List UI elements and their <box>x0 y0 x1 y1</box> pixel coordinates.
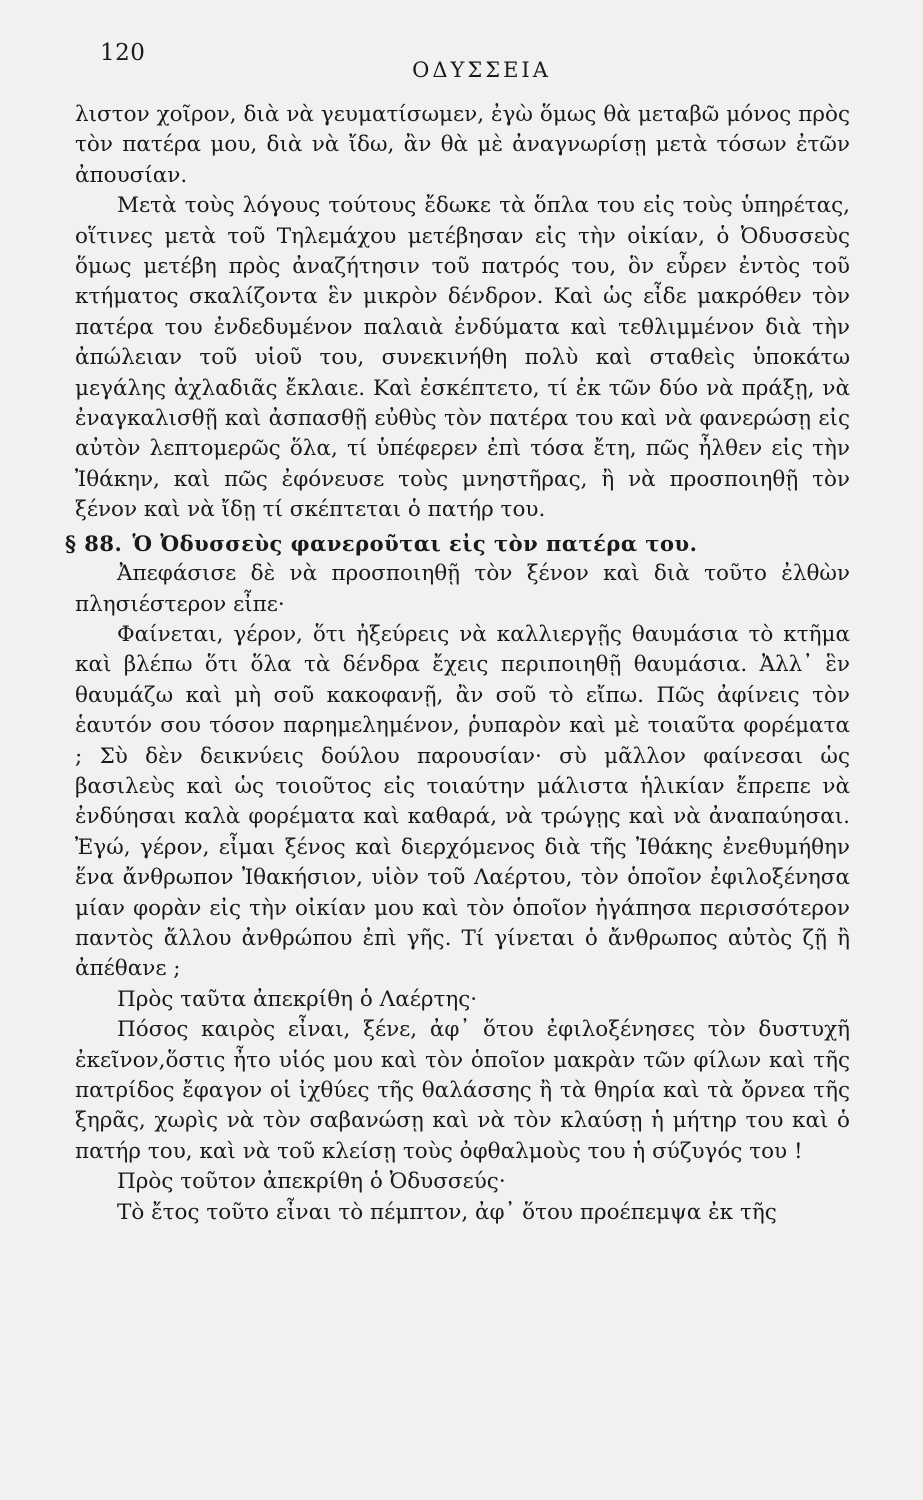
page-number: 120 <box>100 40 146 66</box>
paragraph: Πρὸς ταῦτα ἀπεκρίθη ὁ Λαέρτης· <box>117 986 478 1012</box>
paragraph: Πρὸς τοῦτον ἀπεκρίθη ὁ Ὀδυσσεύς· <box>117 1169 506 1195</box>
paragraph: λιστον χοῖρον, διὰ νὰ γευματίσωμεν, ἐγὼ ὅμως θὰ μεταβῶ μόνος πρὸς τὸν πατέρα μου, διὰ νὰ ἴδω, ἂν θὰ μὲ ἀναγνωρίσῃ μετὰ τόσων ἐτῶν ἀπουσίαν. <box>75 102 850 188</box>
paragraph: Πόσος καιρὸς εἶναι, ξένε, ἀφ᾿ ὅτου ἐφιλοξένησες τὸν δυστυχῆ ἐκεῖνον,ὅστις ἦτο υἱός μου καὶ τὸν ὁποῖον μακρὰν τῶν φίλων καὶ τῆς πατρίδος ἔφαγον οἱ ἰχθύες τῆς θαλάσσης ἢ τὰ θηρία καὶ τὰ ὄρνεα τῆς ξηρᾶς, χωρὶς νὰ τὸν σαβανώσῃ καὶ νὰ τὸν κλαύσῃ ἡ μήτηρ του καὶ ὁ πατήρ του, καὶ νὰ τοῦ κλείσῃ τοὺς ὀφθαλμοὺς του ἡ σύζυγός του ! <box>75 1017 850 1164</box>
paragraph: Φαίνεται, γέρον, ὅτι ἠξεύρεις νὰ καλλιεργῇς θαυμάσια τὸ κτῆμα καὶ βλέπω ὅτι ὅλα τὰ δένδρα ἔχεις περιποιηθῇ θαυμάσια. Ἀλλ᾿ ἓν θαυμάζω καὶ μὴ σοῦ κακοφανῇ, ἂν σοῦ τὸ εἴπω. Πῶς ἀφίνεις τὸν ἑαυτόν σου τόσον παρημελημένον, ῥυπαρὸν καὶ μὲ τοιαῦτα φορέματα ; Σὺ δὲν δεικνύεις δούλου παρουσίαν· σὺ μᾶλλον φαίνεσαι ὡς βασιλεὺς καὶ ὡς τοιοῦτος εἰς τοιαύτην μάλιστα ἡλικίαν ἔπρεπε νὰ ἐνδύησαι καλὰ φορέματα καὶ καθαρά, νὰ τρώγῃς καὶ νὰ ἀναπαύησαι. Ἐγώ, γέρον, εἶμαι ξένος καὶ διερχόμενος διὰ τῆς Ἰθάκης ἐνεθυμήθην ἕνα ἄνθρωπον Ἰθακήσιον, υἱὸν τοῦ Λαέρτου, τὸν ὁποῖον ἐφιλοξένησα μίαν φορὰν εἰς τὴν οἰκίαν μου καὶ τὸν ὁποῖον ἠγάπησα περισσότερον παντὸς ἄλλου ἀνθρώπου ἐπὶ γῆς. Τί γίνεται ὁ ἄνθρωπος αὐτὸς ζῇ ἢ ἀπέθανε ; <box>75 621 850 982</box>
running-title: ΟΔΥΣΣΕΙΑ <box>412 58 551 82</box>
paragraph: Ἀπεφάσισε δὲ νὰ προσποιηθῇ τὸν ξένον καὶ διὰ τοῦτο ἐλθὼν πλησιέστερον εἶπε· <box>75 561 850 617</box>
section-title: Ὁ Ὀδυσσεὺς φανεροῦται εἰς τὸν πατέρα του. <box>132 530 698 556</box>
paragraph: Μετὰ τοὺς λόγους τούτους ἔδωκε τὰ ὅπλα του εἰς τοὺς ὑπηρέτας, οἵτινες μετὰ τοῦ Τηλεμάχου μετέβησαν εἰς τὴν οἰκίαν, ὁ Ὀδυσσεὺς ὅμως μετέβη πρὸς ἀναζήτησιν τοῦ πατρός του, ὃν εὗρεν ἐντὸς τοῦ κτήματος σκαλίζοντα ἓν μικρὸν δένδρον. Καὶ ὡς εἶδε μακρόθεν τὸν πατέρα του ἐνδεδυμένον παλαιὰ ἐνδύματα καὶ τεθλιμμένον διὰ τὴν ἀπώλειαν τοῦ υἱοῦ του, συνεκινήθη πολὺ καὶ σταθεὶς ὑποκάτω μεγάλης ἀχλαδιᾶς ἔκλαιε. Καὶ ἐσκέπτετο, τί ἐκ τῶν δύο νὰ πράξῃ, νὰ ἐναγκαλισθῇ καὶ ἀσπασθῇ εὐθὺς τὸν πατέρα του καὶ νὰ φανερώσῃ εἰς αὐτὸν λεπτομερῶς ὅλα, τί ὑπέφερεν ἐπὶ τόσα ἔτη, πῶς ἦλθεν εἰς τὴν Ἰθάκην, καὶ πῶς ἐφόνευσε τοὺς μνηστῆρας, ἢ νὰ προσποιηθῇ τὸν ξένον καὶ νὰ ἴδῃ τί σκέπτεται ὁ πατήρ του. <box>75 193 850 523</box>
page-body <box>65 100 850 1228</box>
paragraph: Τὸ ἔτος τοῦτο εἶναι τὸ πέμπτον, ἀφ᾿ ὅτου προέπεμψα ἐκ τῆς <box>117 1199 777 1225</box>
section-heading <box>65 529 850 559</box>
section-number: § 88. <box>65 530 123 556</box>
